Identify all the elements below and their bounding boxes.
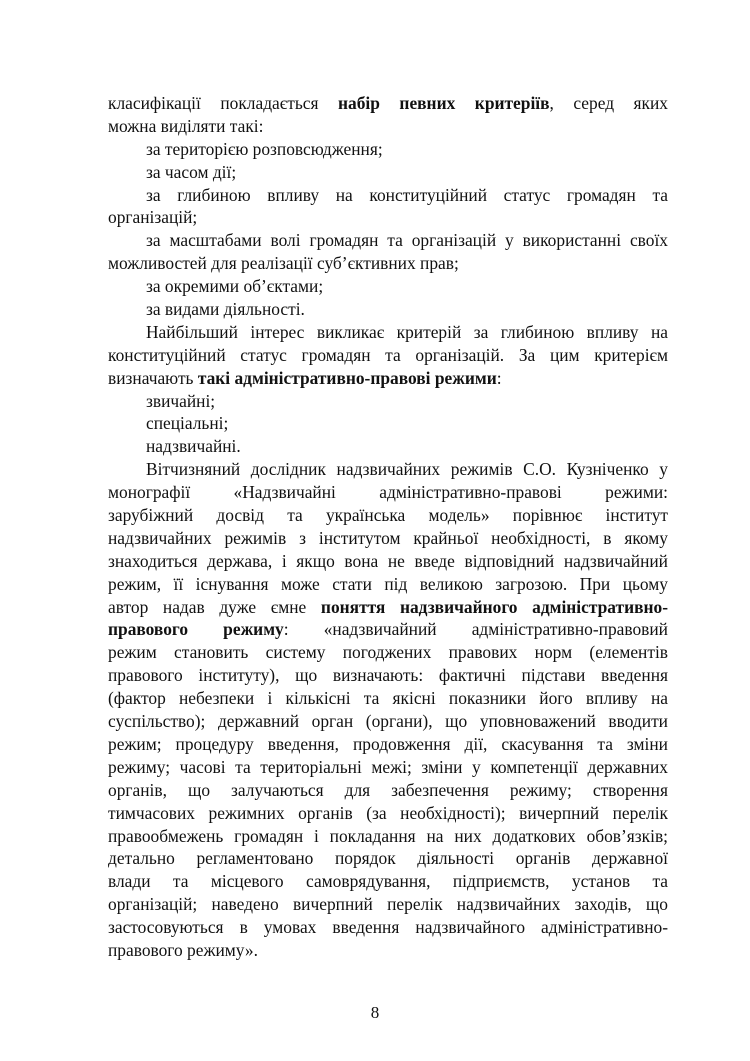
text-run: : «надзвичайний адміністративно-правовий xyxy=(283,619,668,640)
text-line xyxy=(108,184,668,207)
text-line xyxy=(108,550,668,573)
text-run: режиму; часові та територіальні межі; зміни у компетенції державних xyxy=(108,756,668,777)
text-line xyxy=(108,618,668,641)
text-line xyxy=(108,756,668,779)
text-line xyxy=(108,344,668,367)
text-run: надзвичайних режимів з інститутом крайньої необхідності, в якому xyxy=(108,527,668,548)
text-run: автор надав дуже ємне xyxy=(108,596,321,617)
text-run: за масштабами волі громадян та організацій у використанні своїх xyxy=(146,230,668,251)
text-run: правового режиму». xyxy=(108,939,258,960)
text-run: організацій; наведено вичерпний перелік надзвичайних заходів, що xyxy=(108,894,668,915)
page-number: 8 xyxy=(370,1003,380,1022)
text-run: організацій; xyxy=(108,207,198,228)
text-line xyxy=(108,687,668,710)
text-line xyxy=(108,847,668,870)
text-run: визначають xyxy=(108,367,198,388)
text-run: спеціальні; xyxy=(146,413,229,434)
text-line xyxy=(108,710,668,733)
text-run: знаходиться держава, і якщо вона не введе відповідний надзвичайний xyxy=(108,550,668,571)
text-line xyxy=(108,115,668,138)
text-line xyxy=(108,916,668,939)
text-line xyxy=(108,275,668,298)
text-run: органів, що залучаються для забезпечення режиму; створення xyxy=(108,779,668,800)
text-run: можна виділяти такі: xyxy=(108,115,264,136)
bold-text: поняття надзвичайного адміністративно- xyxy=(320,596,668,617)
text-line xyxy=(108,893,668,916)
bold-text: такі адміністративно-правові режими xyxy=(197,367,497,388)
text-line xyxy=(108,298,668,321)
text-run: звичайні; xyxy=(146,390,216,411)
text-run: : xyxy=(496,367,502,388)
text-run: Найбільший інтерес викликає критерій за глибиною впливу на xyxy=(146,321,668,342)
text-run: правового інституту), що визначають: фактичні підстави введення xyxy=(108,665,668,686)
text-line xyxy=(108,573,668,596)
text-line xyxy=(108,939,668,962)
text-line xyxy=(108,161,668,184)
text-line xyxy=(108,779,668,802)
text-line xyxy=(108,733,668,756)
text-run: правообмежень громадян і покладання на них додаткових обов’язків; xyxy=(108,825,668,846)
document-body xyxy=(108,92,668,962)
text-line xyxy=(108,367,668,390)
text-run: тимчасових режимних органів (за необхідності); вичерпний перелік xyxy=(108,802,668,823)
text-run: за територією розповсюдження; xyxy=(146,138,383,159)
text-line xyxy=(108,641,668,664)
text-line xyxy=(108,504,668,527)
text-run: Вітчизняний дослідник надзвичайних режимів С.О. Кузніченко у xyxy=(146,459,668,480)
text-line xyxy=(108,412,668,435)
text-run: конституційний статус громадян та організацій. За цим критерієм xyxy=(108,344,668,365)
text-line xyxy=(108,596,668,619)
text-line xyxy=(108,825,668,848)
text-run: надзвичайні. xyxy=(146,436,241,457)
text-run: класифікації покладається xyxy=(108,93,338,113)
text-run: зарубіжний досвід та українська модель» порівнює інститут xyxy=(108,505,668,526)
text-run: за часом дії; xyxy=(146,161,237,182)
text-line xyxy=(108,390,668,413)
text-line xyxy=(108,321,668,344)
text-run: режим; процедуру введення, продовження дії, скасування та зміни xyxy=(108,733,668,754)
bold-text: набір певних критеріїв xyxy=(338,93,550,113)
text-line xyxy=(108,229,668,252)
bold-text: правового режиму xyxy=(108,619,284,640)
text-run: (фактор небезпеки і кількісні та якісні показники його впливу на xyxy=(108,688,668,709)
text-line xyxy=(108,802,668,825)
text-run: можливостей для реалізації суб’єктивних прав; xyxy=(108,253,459,274)
text-run: за окремими об’єктами; xyxy=(146,276,324,297)
text-run: суспільство); державний орган (органи), що уповноважений вводити xyxy=(108,711,668,732)
text-line xyxy=(108,481,668,504)
text-line xyxy=(108,870,668,893)
text-run: режим становить систему погоджених правових норм (елементів xyxy=(108,642,668,663)
text-run: , серед яких xyxy=(549,93,668,113)
text-line xyxy=(108,435,668,458)
text-line xyxy=(108,252,668,275)
text-line xyxy=(108,138,668,161)
text-run: за видами діяльності. xyxy=(146,299,305,320)
text-line xyxy=(108,206,668,229)
text-line xyxy=(108,664,668,687)
text-run: застосовуються в умовах введення надзвичайного адміністративно- xyxy=(108,917,668,938)
text-run: монографії «Надзвичайні адміністративно-правові режими: xyxy=(108,482,668,503)
text-run: за глибиною впливу на конституційний статус громадян та xyxy=(146,184,668,205)
text-line xyxy=(108,527,668,550)
text-run: режим, її існування може стати під великою загрозою. При цьому xyxy=(108,573,668,594)
text-line xyxy=(108,458,668,481)
text-run: влади та місцевого самоврядування, підприємств, установ та xyxy=(108,871,668,892)
text-line xyxy=(108,92,668,115)
text-run: детально регламентовано порядок діяльності органів державної xyxy=(108,848,668,869)
